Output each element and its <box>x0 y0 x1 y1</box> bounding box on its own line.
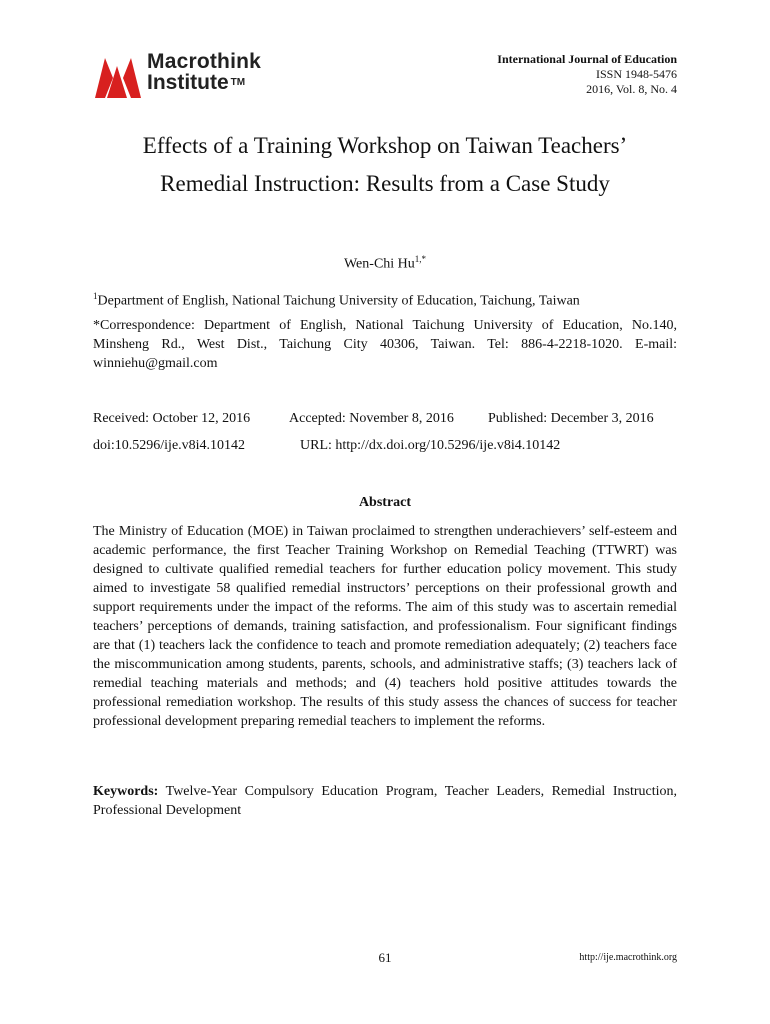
affiliation-mark: 1 <box>93 291 98 301</box>
macrothink-m-icon <box>93 52 143 100</box>
logo-line-institute <box>147 73 261 93</box>
keywords-text: Twelve-Year Compulsory Education Program, Teacher Leaders, Remedial Instruction, Professional Development <box>93 784 678 818</box>
footer-url[interactable]: http://ije.macrothink.org <box>579 952 677 963</box>
macrothink-logo <box>93 52 293 100</box>
journal-info <box>497 52 677 97</box>
accepted-date: Accepted: November 8, 2016 <box>289 411 454 426</box>
paper-title-line-1: Effects of a Training Workshop on Taiwan Teachers’ <box>142 133 628 158</box>
keywords-label: Keywords: <box>93 784 159 799</box>
author-name: Wen-Chi Hu <box>343 256 415 272</box>
logo-wordmark <box>147 52 261 93</box>
abstract-heading: Abstract <box>358 495 412 510</box>
keywords <box>93 782 677 820</box>
journal-issn: ISSN 1948-5476 <box>595 67 677 81</box>
published-date: Published: December 3, 2016 <box>488 411 654 426</box>
logo-line-macrothink: Macrothink <box>147 50 262 73</box>
paper-title-line-2: Remedial Instruction: Results from a Case Study <box>160 171 610 196</box>
affiliation <box>93 287 677 311</box>
correspondence: *Correspondence: Department of English, National Taichung University of Education, No.140, Minsheng Rd., West Dist., Taichung City 40306, Taiwan. Tel: 886-4-2218-1020. E-mail: winniehu@gmail.com <box>93 318 677 371</box>
logo-institute-text: Institute <box>147 71 229 94</box>
page-number: 61 <box>378 950 392 965</box>
journal-volume: 2016, Vol. 8, No. 4 <box>586 82 677 96</box>
paper-title <box>60 127 710 203</box>
author <box>0 254 770 273</box>
journal-name: International Journal of Education <box>497 52 677 66</box>
doi: doi:10.5296/ije.v8i4.10142 <box>93 438 246 453</box>
abstract-text: The Ministry of Education (MOE) in Taiwan proclaimed to strengthen underachievers’ self-esteem and academic performance, the first Teacher Training Workshop on Remedial Teaching (TTWRT) was designed to cultivate qualified remedial teachers for further education policy movement. This study aimed to investigate 58 qualified remedial instructors’ perceptions on their professional growth and support requirements under the impact of the reforms. The aim of this study was to ascertain remedial teachers’ perceptions of demands, training satisfaction, and professionalism. Four significant findings are that (1) teachers lack the confidence to teach and promote remediation adequately; (2) teachers face the miscommunication among students, parents, schools, and administrative staffs; (3) teachers lack of remedial teaching materials and methods; and (4) teachers hold positive attitudes towards the professional remediation workshop. The results of this study assess the chances of success for teacher professional development preparing remedial teachers to implement the reforms. <box>93 524 677 729</box>
doi-url[interactable]: URL: http://dx.doi.org/10.5296/ije.v8i4.10142 <box>300 438 561 453</box>
logo-trademark: TM <box>230 77 246 88</box>
author-affiliation-mark: 1,* <box>414 254 427 264</box>
received-date: Received: October 12, 2016 <box>93 411 251 426</box>
affiliation-text: Department of English, National Taichung University of Education, Taichung, Taiwan <box>97 293 580 309</box>
